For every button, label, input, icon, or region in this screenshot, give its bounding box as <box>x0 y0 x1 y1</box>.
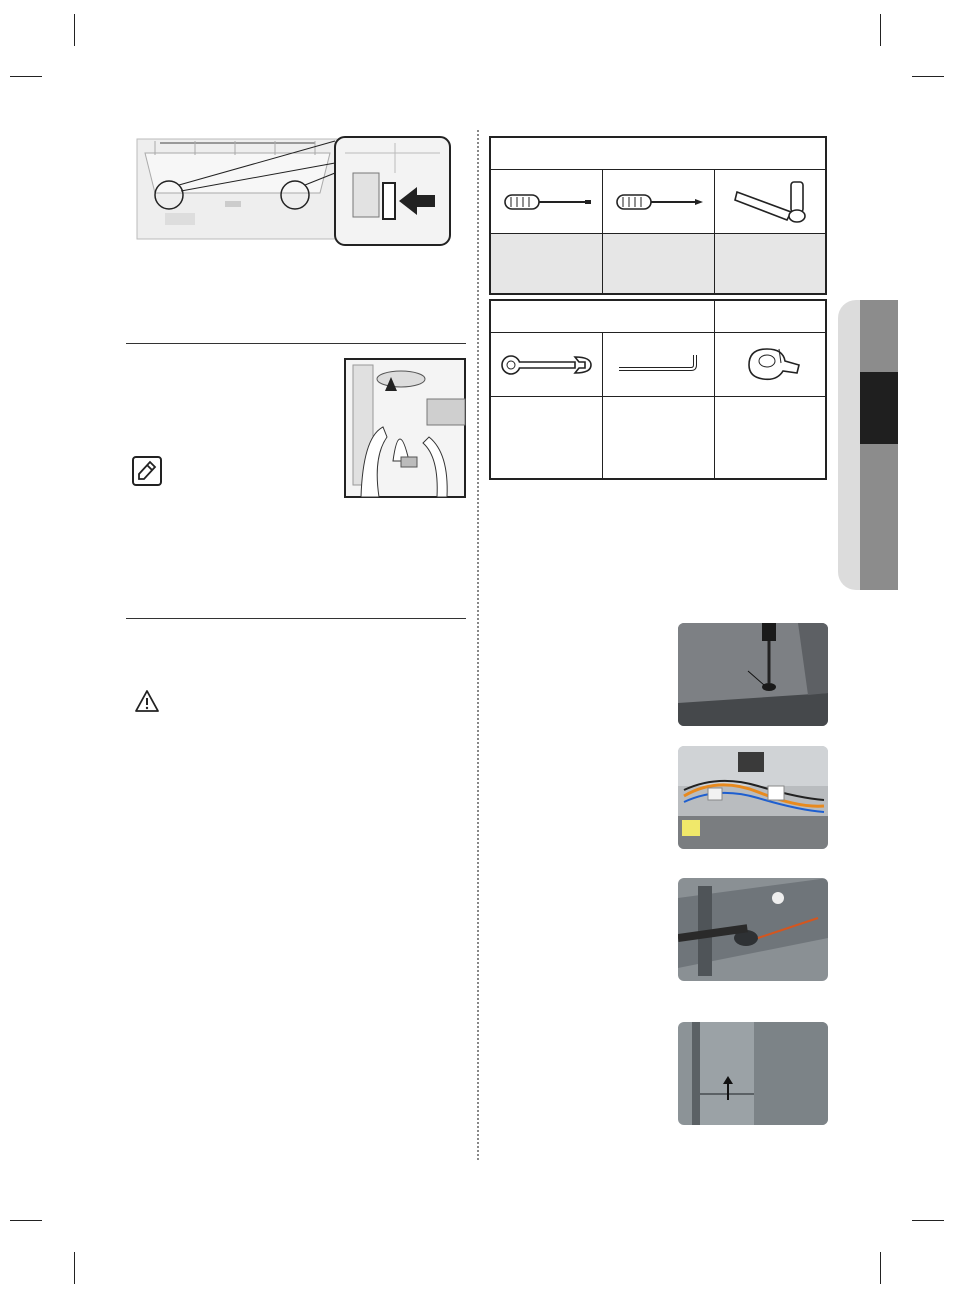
hinge-bolt-photo <box>678 878 828 981</box>
spanner-wrench-icon <box>499 353 595 379</box>
section-rule <box>126 343 466 344</box>
dispenser-removal-illustration <box>343 357 467 500</box>
note-pencil-icon <box>132 456 162 486</box>
warning-triangle-icon <box>134 689 160 713</box>
tool-image-cell <box>603 333 715 397</box>
tools-table-1 <box>489 136 827 295</box>
tool-image-cell <box>715 170 825 234</box>
chapter-tab <box>860 300 898 372</box>
tool-label-cell <box>491 234 603 293</box>
tool-label-cell <box>715 397 825 478</box>
wire-harness-photo <box>678 746 828 849</box>
tool-label-cell <box>603 397 715 478</box>
tool-image-cell <box>491 170 603 234</box>
hex-key-icon <box>615 351 705 377</box>
column-divider <box>477 130 479 1160</box>
tool-image-cell <box>715 333 825 397</box>
chapter-tabs <box>838 300 898 590</box>
chapter-tab <box>860 444 898 590</box>
socket-wrench-icon <box>733 178 813 226</box>
tool-label-cell <box>715 234 825 293</box>
table-header <box>491 138 825 170</box>
flat-screwdriver-icon <box>503 192 593 212</box>
tool-image-cell <box>603 170 715 234</box>
crop-mark <box>880 1252 881 1284</box>
crop-mark <box>912 1220 944 1221</box>
crop-mark <box>912 76 944 77</box>
crop-mark <box>10 1220 42 1221</box>
crop-mark <box>74 14 75 46</box>
tools-table-2 <box>489 299 827 480</box>
crop-mark <box>74 1252 75 1284</box>
drilling-hole-photo <box>678 623 828 726</box>
door-lift-photo <box>678 1022 828 1125</box>
tool-label-cell <box>603 234 715 293</box>
freezer-interior-cover-illustration <box>135 133 455 248</box>
crop-mark <box>880 14 881 46</box>
table-header <box>715 301 825 333</box>
tool-label-cell <box>491 397 603 478</box>
table-header <box>491 301 715 333</box>
hinge-clip-icon <box>743 343 803 387</box>
crop-mark <box>10 76 42 77</box>
section-rule <box>126 618 466 619</box>
chapter-tab-active <box>860 372 898 444</box>
phillips-screwdriver-icon <box>615 192 705 212</box>
tool-image-cell <box>491 333 603 397</box>
